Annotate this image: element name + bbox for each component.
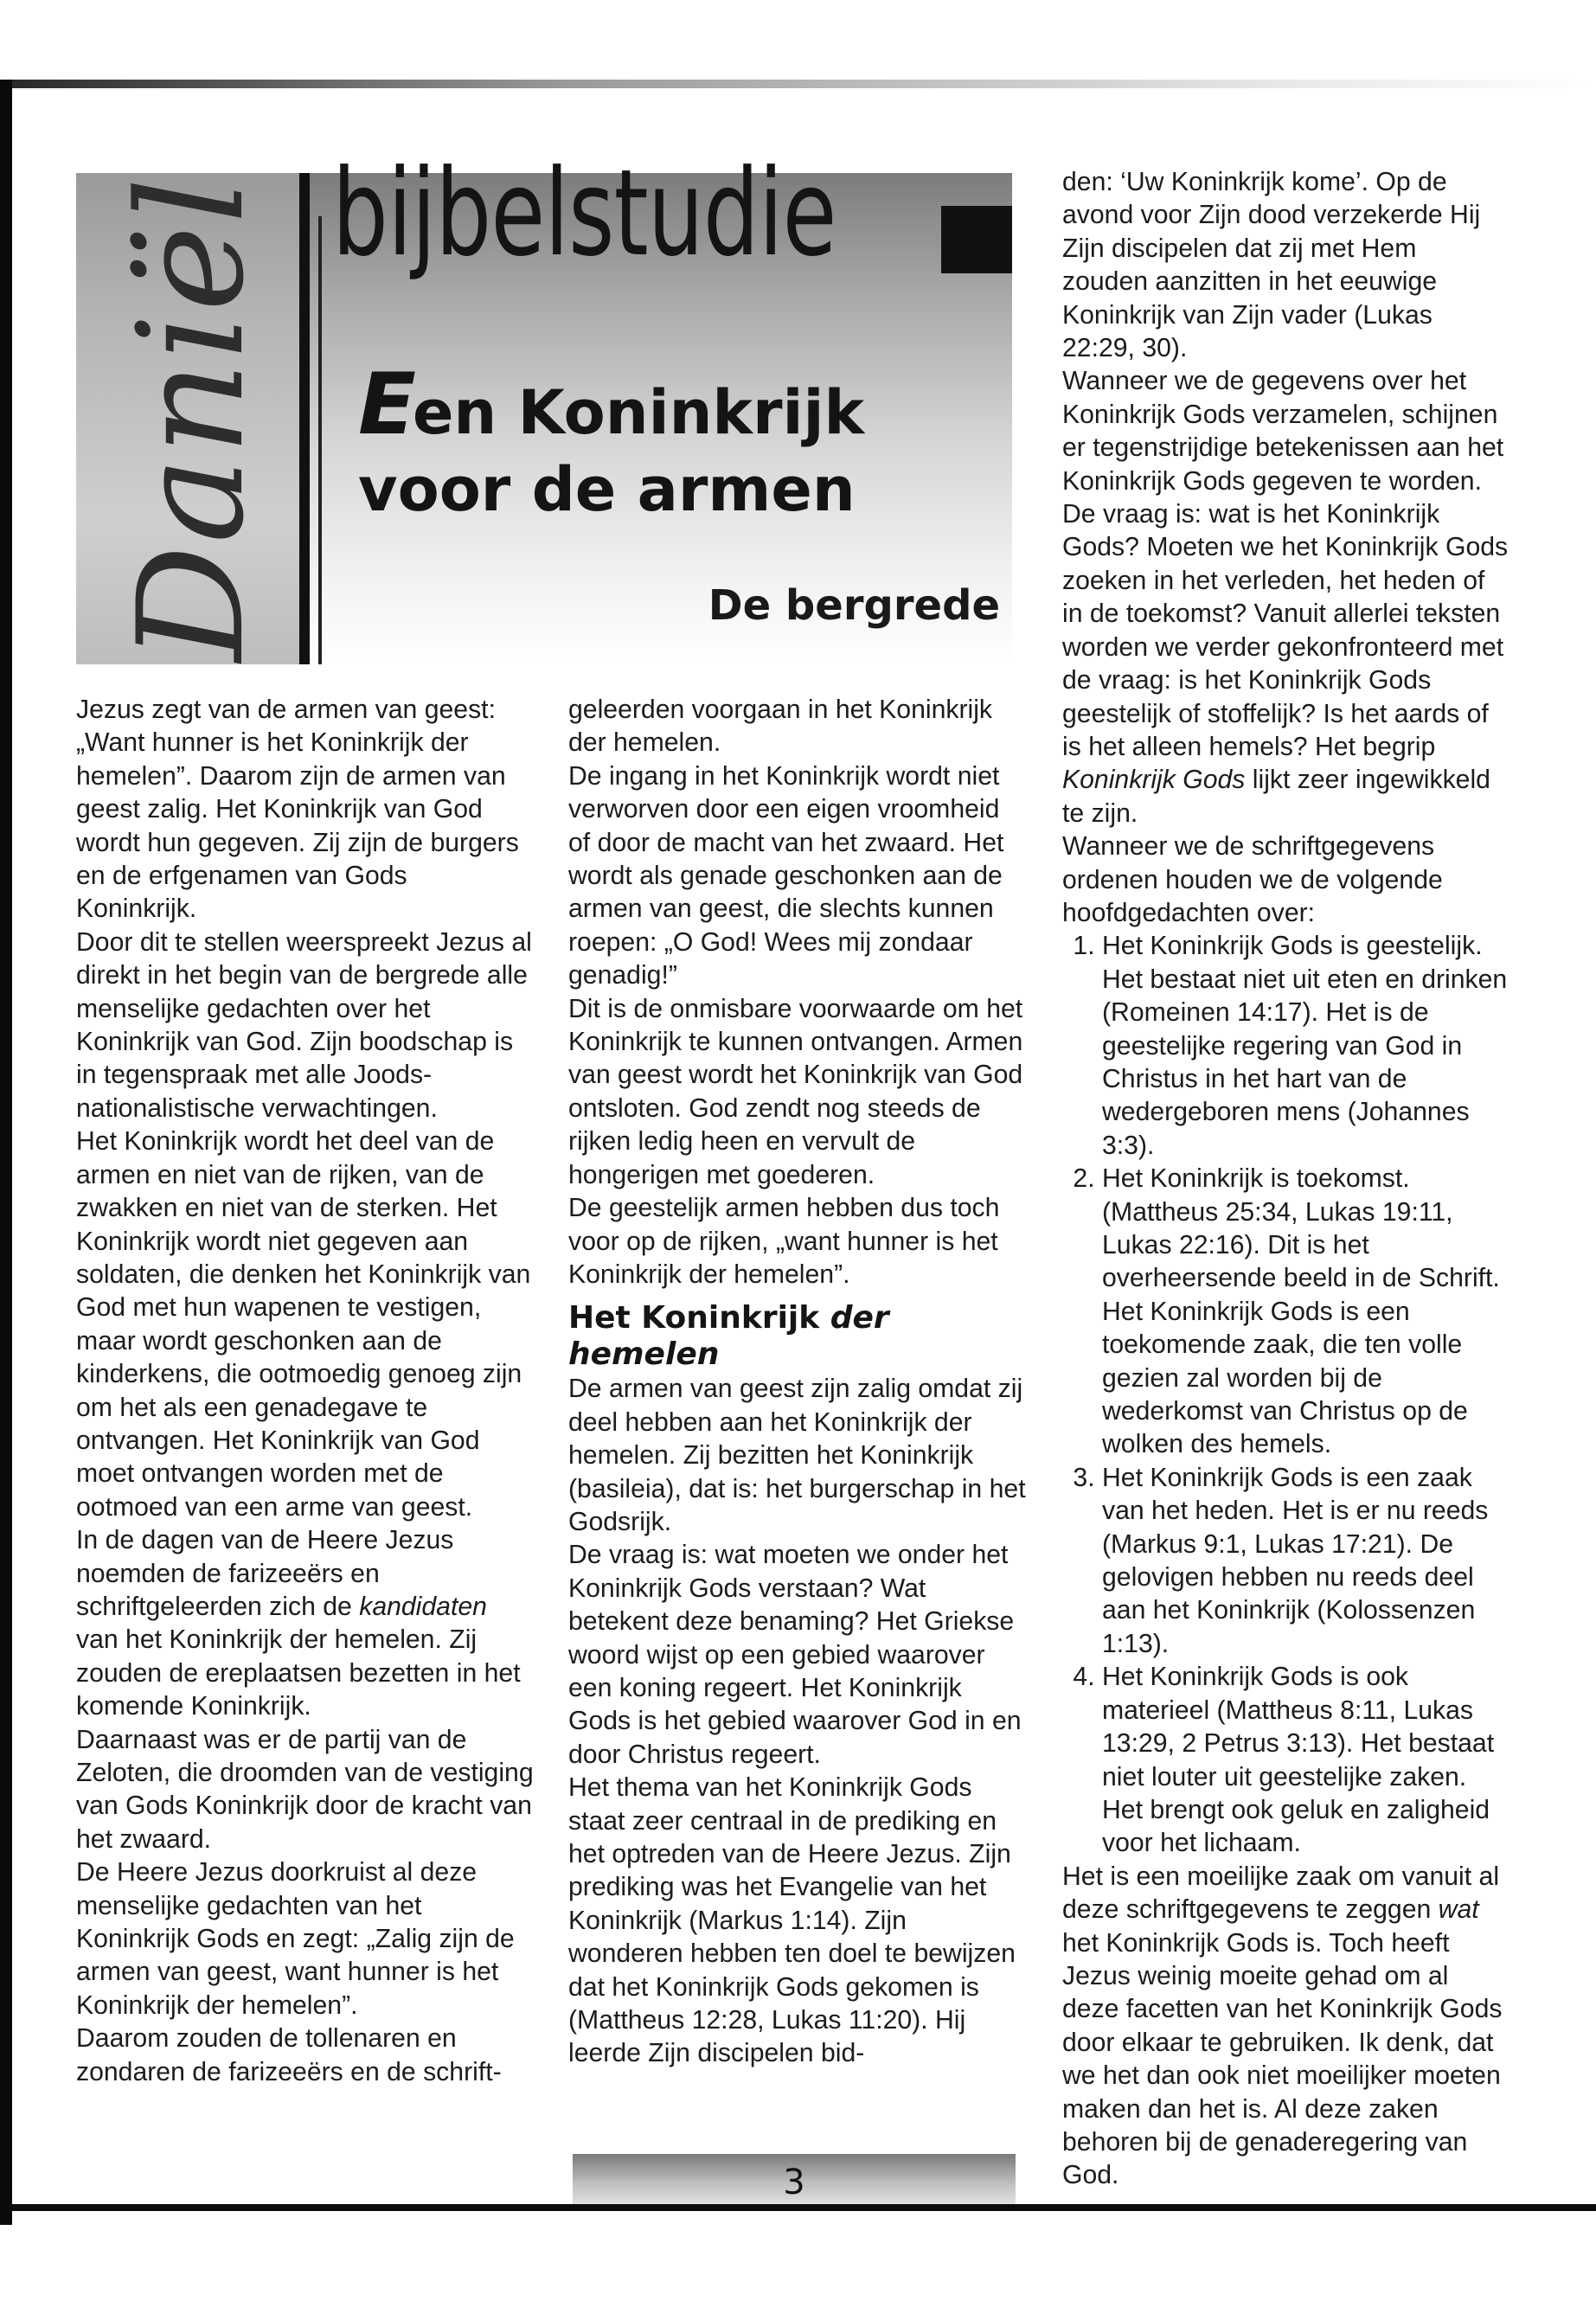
scan-edge-top	[12, 80, 1596, 88]
black-square-ornament	[941, 206, 1012, 273]
footer-band	[573, 2154, 1016, 2206]
list-item: 2. Het Koninkrijk is toekomst. (Mattheus 25:34, Lukas 19:11, Lukas 22:16). Dit is het overheersende beeld in de Schrift. Het Koninkrijk Gods is een toekomende zaak, die ten volle gezien zal worden bij de wederkomst van Christus op de wolken des hemels.	[1102, 1163, 1509, 1462]
heading-emphasis: der hemelen	[568, 1300, 889, 1373]
vertical-rule	[299, 173, 310, 664]
text-run: In de dagen van de Heere Jezus noemden de farizeeërs en schriftgeleerden zich de	[76, 1526, 454, 1621]
paragraph: De Heere Jezus doorkruist al deze menselijke gedachten van het Koninkrijk Gods en zegt: „Zalig zijn de armen van geest, want hunner is het Koninkrijk der hemelen”.	[76, 1858, 515, 2020]
scan-edge-left	[0, 80, 12, 2225]
column-3	[1062, 166, 1509, 2193]
title-initial: E	[358, 356, 413, 454]
paragraph	[1062, 365, 1509, 830]
title-line2: voor de armen	[358, 453, 856, 525]
column-1	[76, 694, 535, 2089]
paragraph: Het Koninkrijk wordt het deel van de armen en niet van de rijken, van de zwakken en niet van de sterken. Het Koninkrijk wordt niet gegeven aan soldaten, die denken het Koninkrijk van God met hun wapenen te vestigen, maar wordt geschonken aan de kinderkens, die ootmoedig genoeg zijn om het als een genadegave te ontvangen. Het Koninkrijk van God moet ontvangen worden met de ootmoed van een arme van geest.	[76, 1127, 531, 1522]
text-run: Het begrip	[1307, 732, 1436, 761]
text-run: lijkt zeer ingewikkeld te zijn.	[1062, 766, 1490, 828]
emphasis: wat	[1438, 1895, 1479, 1925]
text-run: Wanneer we de gegevens over het Koninkrijk Gods verzamelen, schijnen er tegenstrijdige betekenissen aan het Koninkrijk Gods gegeven te worden. De vraag is: wat is het Koninkrijk Gods? Moeten we het Koninkrijk Gods zoeken in het verleden, het heden of in de toekomst? Vanuit allerlei teksten worden we verder gekonfronteerd met de vraag: is het Koninkrijk Gods geestelijk of stoffelijk? Is het aards of is het alleen hemels?	[1062, 367, 1509, 761]
text-run: van het Koninkrijk der hemelen. Zij zouden de ereplaatsen bezetten in het komende Koninkrijk.	[76, 1625, 521, 1721]
side-script-title: Daniël	[106, 176, 276, 662]
page-number: 3	[783, 2163, 805, 2202]
title-line1: en Koninkrijk	[412, 377, 865, 448]
paragraph: Jezus zegt van de armen van geest: „Want hunner is het Koninkrijk der hemelen”. Daarom zijn de armen van geest zalig. Het Koninkrijk van God wordt hun gegeven. Zij zijn de burgers en de erfgenamen van Gods Koninkrijk.	[76, 695, 519, 924]
paragraph: De ingang in het Koninkrijk wordt niet verworven door een eigen vroomheid of door de macht van het zwaard. Het wordt als genade geschonken aan de armen van geest, die slechts kunnen roepen: „O God! Wees mij zondaar genadig!”	[568, 761, 1004, 990]
paragraph: De geestelijk armen hebben dus toch voor op de rijken, „want hunner is het Koninkrijk der hemelen”.	[568, 1194, 1000, 1289]
paragraph: Het thema van het Koninkrijk Gods staat zeer centraal in de prediking en het optreden van de Heere Jezus. Zijn prediking was het Evangelie van het Koninkrijk (Markus 1:14). Zijn wonderen hebben ten doel te bewijzen dat het Koninkrijk Gods gekomen is (Mattheus 12:28, Lukas 11:20). Hij leerde Zijn discipelen bid-	[568, 1773, 1016, 2068]
list-item: 4. Het Koninkrijk Gods is ook materieel (Mattheus 8:11, Lukas 13:29, 2 Petrus 3:13). Het bestaat niet louter uit geestelijke zaken. Het brengt ook geluk en zaligheid voor het lichaam.	[1102, 1661, 1509, 1860]
paragraph: Dit is de onmisbare voorwaarde om het Koninkrijk te kunnen ontvangen. Armen van geest wordt het Koninkrijk van God ontsloten. God zendt nog steeds de rijken ledig heen en vervult de hongerigen met goederen.	[568, 994, 1023, 1189]
list-item: 3. Het Koninkrijk Gods is een zaak van het heden. Het is er nu reeds (Markus 9:1, Lukas 17:21). De gelovigen hebben nu reeds deel aan het Koninkrijk (Kolossenzen 1:13).	[1102, 1462, 1509, 1661]
list-item: 1. Het Koninkrijk Gods is geestelijk. Het bestaat niet uit eten en drinken (Romeinen 14:17). Het is de geestelijke regering van God in Christus in het hart van de wedergeboren mens (Johannes 3:3).	[1102, 930, 1509, 1163]
paragraph	[1062, 1861, 1509, 2193]
column-2	[568, 694, 1027, 2071]
section-tag: bijbelstudie	[332, 144, 836, 283]
paragraph	[76, 1524, 535, 1723]
side-panel	[76, 173, 306, 664]
paragraph: De armen van geest zijn zalig omdat zij deel hebben aan het Koninkrijk der hemelen. Zij bezitten het Koninkrijk (basileia), dat is: het burgerschap in het Godsrijk.	[568, 1375, 1026, 1536]
paragraph: den: ‘Uw Koninkrijk kome’. Op de avond voor Zijn dood verzekerde Hij Zijn discipelen dat zij met Hem zouden aanzitten in het eeuwige Koninkrijk van Zijn vader (Lukas 22:29, 30).	[1062, 168, 1481, 363]
paragraph: Wanneer we de schriftgegevens ordenen houden we de volgende hoofdgedachten over:	[1062, 832, 1443, 927]
paragraph: Daarnaast was er de partij van de Zeloten, die droomden van de vestiging van Gods Koninkrijk door de kracht van het zwaard.	[76, 1725, 534, 1854]
heading-text: Het Koninkrijk	[568, 1300, 830, 1336]
vertical-rule-thin	[318, 216, 322, 664]
paragraph: geleerden voorgaan in het Koninkrijk der hemelen.	[568, 695, 993, 758]
emphasis: kandidaten	[359, 1592, 487, 1621]
paragraph: Door dit te stellen weerspreekt Jezus al direkt in het begin van de bergrede alle menselijke gedachten over het Koninkrijk van God. Zijn boodschap is in tegenspraak met alle Joods-nationalistische verwachtingen.	[76, 927, 532, 1123]
text-run: het Koninkrijk Gods is. Toch heeft Jezus weinig moeite gehad om al deze facetten van het Koninkrijk Gods door elkaar te gebruiken. Ik denk, dat we het dan ook niet moeilijker moeten maken dan het is. Al deze zaken behoren bij de genaderegering van God.	[1062, 1928, 1503, 2190]
paragraph: Daarom zouden de tollenaren en zondaren de farizeeërs en de schrift-	[76, 2024, 502, 2086]
scan-edge-bottom	[0, 2204, 1596, 2211]
article-subtitle: De bergrede	[708, 581, 1000, 630]
emphasis: Koninkrijk Gods	[1062, 766, 1246, 795]
key-points-list	[1062, 930, 1509, 1860]
section-heading	[568, 1300, 1027, 1373]
paragraph: De vraag is: wat moeten we onder het Koninkrijk Gods verstaan? Wat betekent deze benaming? Het Griekse woord wijst op een gebied waarover een koning regeert. Het Koninkrijk Gods is het gebied waarover God in en door Christus regeert.	[568, 1541, 1022, 1769]
text-run: Het is een moeilijke zaak om vanuit al deze schriftgegevens te zeggen	[1062, 1862, 1500, 1925]
article-header	[76, 144, 1012, 664]
article-title	[358, 356, 864, 525]
